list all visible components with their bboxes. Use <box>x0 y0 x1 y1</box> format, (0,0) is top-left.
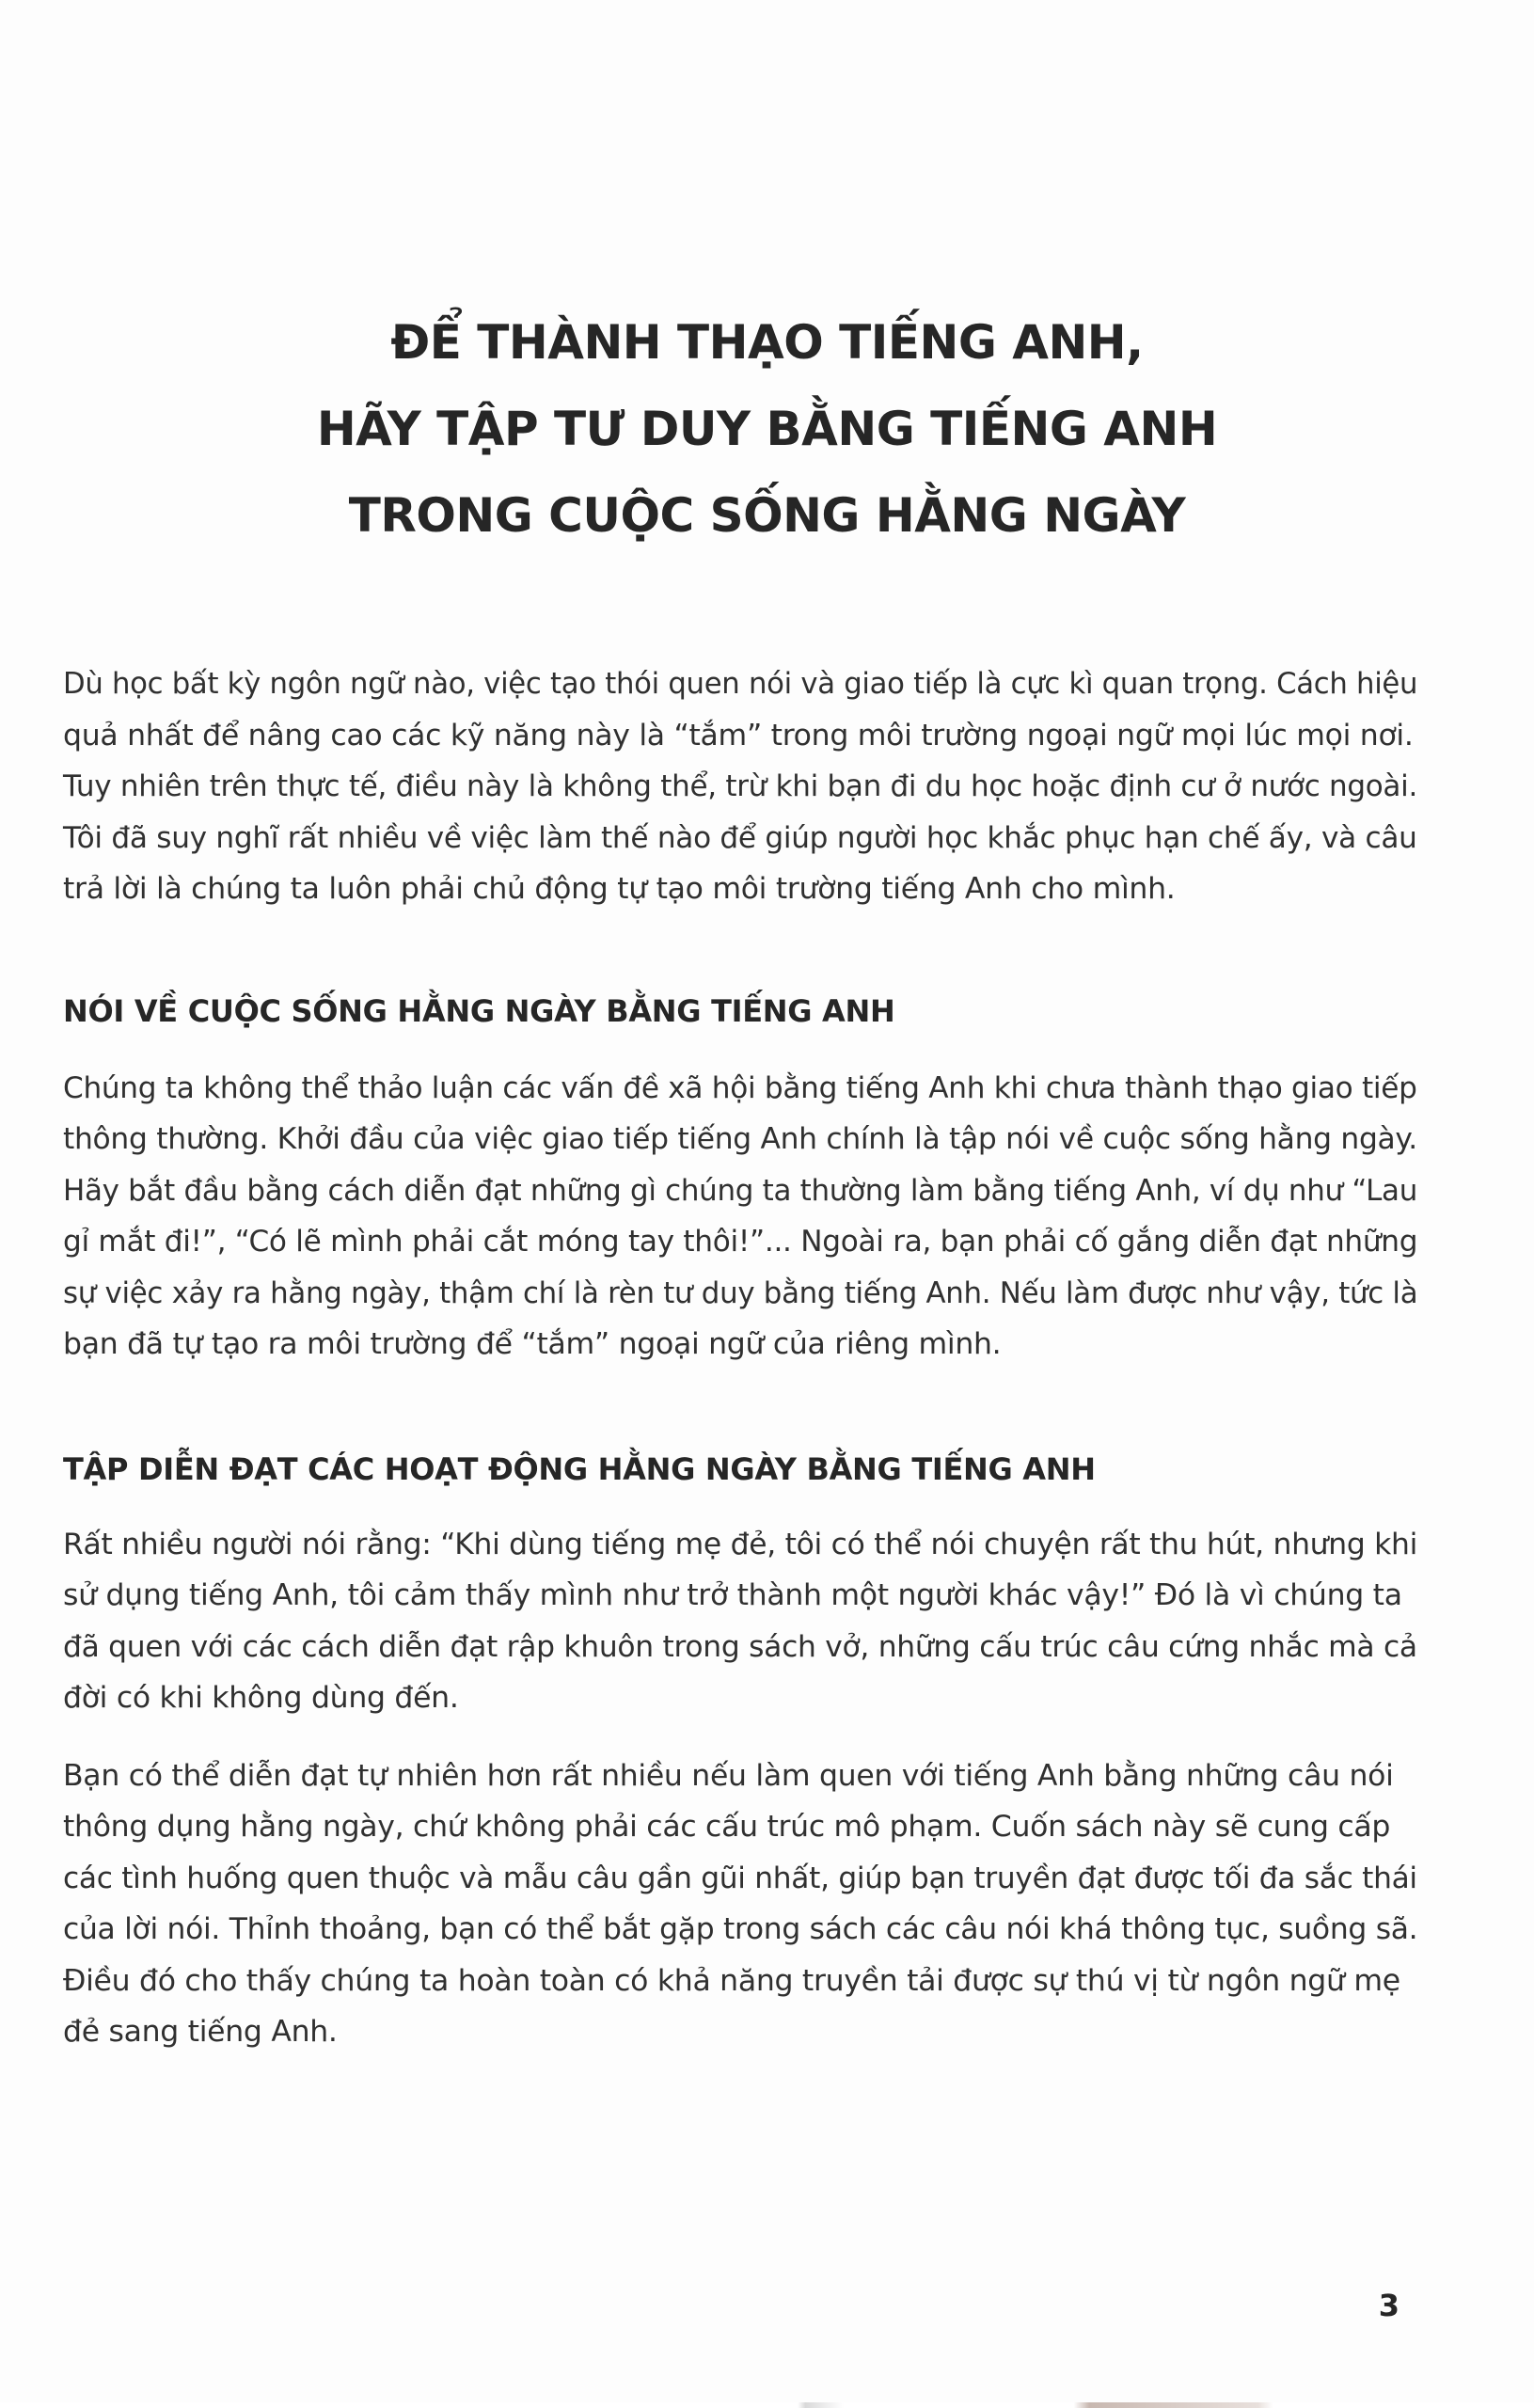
text-line: Tôi đã suy nghĩ rất nhiều về việc làm thế nào để giúp người học khắc phục hạn chế ấy, và câu <box>63 820 1417 855</box>
text-line: bạn đã tự tạo ra môi trường để “tắm” ngoại ngữ của riêng mình. <box>63 1327 1002 1361</box>
page-title <box>0 299 1534 559</box>
text-line: Tuy nhiên trên thực tế, điều này là không thể, trừ khi bạn đi du học hoặc định cư ở nước ngoài. <box>63 769 1418 803</box>
text-line: của lời nói. Thỉnh thoảng, bạn có thể bắt gặp trong sách các câu nói khá thông tục, suồng sã. <box>63 1912 1418 1946</box>
text-line: đời có khi không dùng đến. <box>63 1681 459 1715</box>
section-heading: TẬP DIỄN ĐẠT CÁC HOẠT ĐỘNG HẰNG NGÀY BẰNG TIẾNG ANH <box>63 1450 1096 1487</box>
text-line: Dù học bất kỳ ngôn ngữ nào, việc tạo thói quen nói và giao tiếp là cực kì quan trọng. Cách hiệu <box>63 667 1418 701</box>
text-line: Hãy bắt đầu bằng cách diễn đạt những gì chúng ta thường làm bằng tiếng Anh, ví dụ như “Lau <box>63 1173 1418 1208</box>
intro-paragraph <box>63 658 1417 915</box>
text-line: gỉ mắt đi!”, “Có lẽ mình phải cắt móng tay thôi!”... Ngoài ra, bạn phải cố gắng diễn đạt những <box>63 1225 1418 1259</box>
text-line: thông dụng hằng ngày, chứ không phải các cấu trúc mô phạm. Cuốn sách này sẽ cung cấp <box>63 1810 1391 1844</box>
text-line: thông thường. Khởi đầu của việc giao tiếp tiếng Anh chính là tập nói về cuộc sống hằng ngày. <box>63 1122 1417 1156</box>
section2-paragraph-2 <box>63 1751 1417 2058</box>
text-line: sự việc xảy ra hằng ngày, thậm chí là rèn tư duy bằng tiếng Anh. Nếu làm được như vậy, tức là <box>63 1275 1418 1310</box>
section2-paragraph-1 <box>63 1519 1417 1724</box>
text-line: trả lời là chúng ta luôn phải chủ động tự tạo môi trường tiếng Anh cho mình. <box>63 872 1176 906</box>
title-line: HÃY TẬP TƯ DUY BẰNG TIẾNG ANH <box>316 402 1218 456</box>
page-number: 3 <box>1378 2288 1400 2323</box>
page-content <box>63 658 1417 2058</box>
text-line: đã quen với các cách diễn đạt rập khuôn trong sách vở, những cấu trúc câu cứng nhắc mà cả <box>63 1629 1417 1664</box>
text-line: quả nhất để nâng cao các kỹ năng này là “tắm” trong môi trường ngoại ngữ mọi lúc mọi nơi. <box>63 718 1414 752</box>
section-heading: NÓI VỀ CUỘC SỐNG HẰNG NGÀY BẰNG TIẾNG ANH <box>63 992 895 1029</box>
title-line: ĐỂ THÀNH THẠO TIẾNG ANH, <box>390 315 1144 370</box>
section1-paragraph <box>63 1063 1417 1370</box>
page-bottom-edge <box>0 2402 1534 2408</box>
text-line: Bạn có thể diễn đạt tự nhiên hơn rất nhiều nếu làm quen với tiếng Anh bằng những câu nói <box>63 1758 1394 1793</box>
text-line: Điều đó cho thấy chúng ta hoàn toàn có khả năng truyền tải được sự thú vị từ ngôn ngữ mẹ <box>63 1963 1400 1998</box>
text-line: đẻ sang tiếng Anh. <box>63 2015 338 2049</box>
text-line: Rất nhiều người nói rằng: “Khi dùng tiếng mẹ đẻ, tôi có thể nói chuyện rất thu hút, nhưng khi <box>63 1527 1418 1561</box>
text-line: Chúng ta không thể thảo luận các vấn đề xã hội bằng tiếng Anh khi chưa thành thạo giao tiếp <box>63 1070 1417 1105</box>
text-line: các tình huống quen thuộc và mẫu câu gần gũi nhất, giúp bạn truyền đạt được tối đa sắc thái <box>63 1861 1417 1895</box>
title-line: TRONG CUỘC SỐNG HẰNG NGÀY <box>348 488 1186 543</box>
text-line: sử dụng tiếng Anh, tôi cảm thấy mình như trở thành một người khác vậy!” Đó là vì chúng ta <box>63 1578 1402 1612</box>
